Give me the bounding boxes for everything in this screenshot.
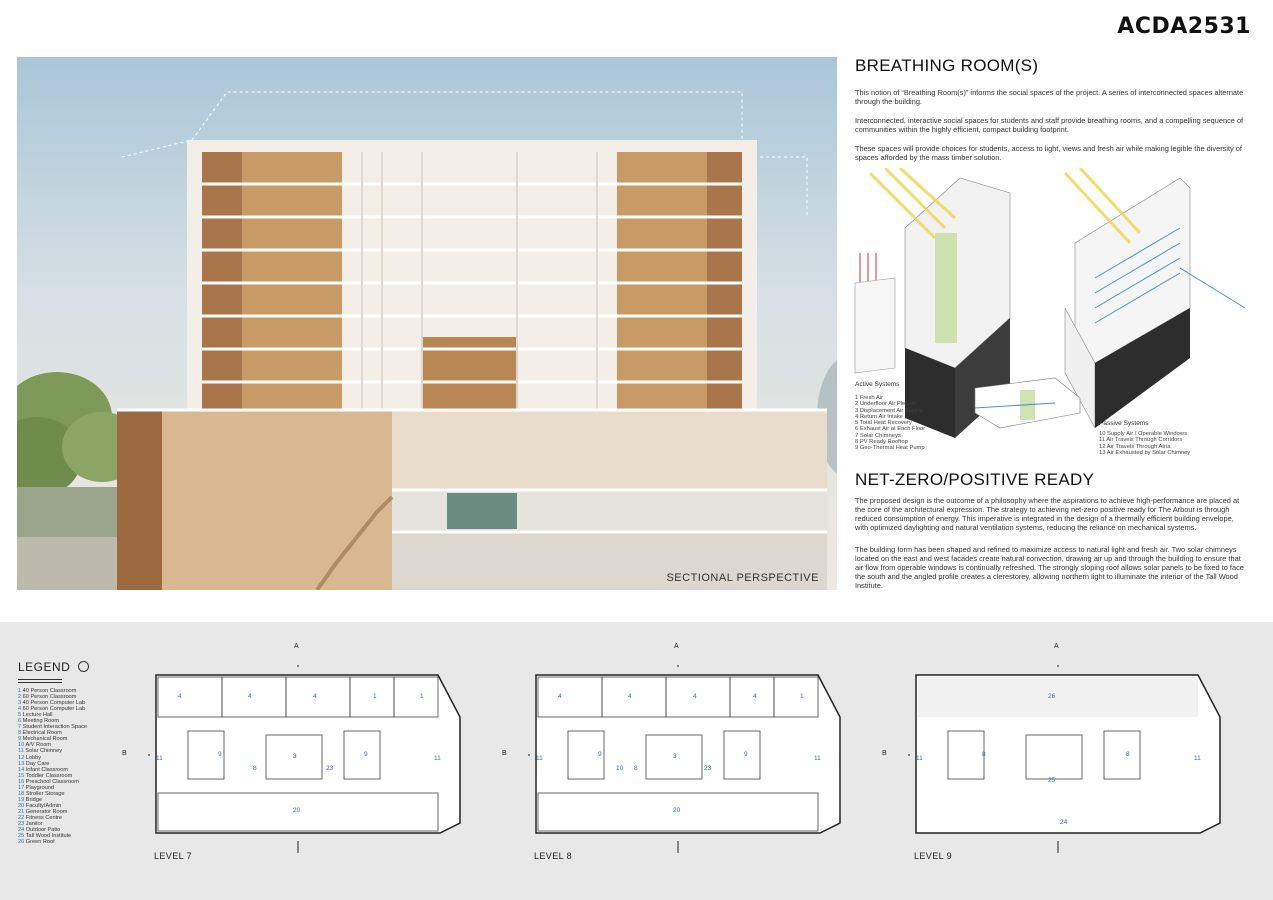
active-system-item: 3 Displacement Air Supply <box>855 407 923 414</box>
legend-item-number: 24 <box>18 827 26 834</box>
room-number: 20 <box>293 807 301 814</box>
legend-item-label: 40 Person Computer Lab <box>22 700 86 707</box>
room-number: 4 <box>628 693 632 700</box>
legend-item-label: Mechanical Room <box>22 736 68 743</box>
legend-item-label: Solar Chimney <box>25 748 63 755</box>
passive-systems-list <box>1099 431 1190 456</box>
hero-caption: SECTIONAL PERSPECTIVE <box>666 572 819 584</box>
legend-item <box>18 839 87 845</box>
room-number: 4 <box>248 693 252 700</box>
room-number: 26 <box>1048 693 1056 700</box>
room-number: 24 <box>1060 819 1068 826</box>
legend-item-number: 26 <box>18 839 26 846</box>
room-number: 4 <box>693 693 697 700</box>
netzero-title: NET-ZERO/POSITIVE READY <box>855 470 1095 489</box>
room-number: 4 <box>753 693 757 700</box>
legend-item-number: 21 <box>18 808 26 815</box>
legend-item-label: A/V Room <box>25 742 51 749</box>
room-number: 20 <box>673 807 681 814</box>
legend-item-label: 60 Person Computer Lab <box>22 706 86 713</box>
section-marker-b: B <box>882 750 887 757</box>
active-system-item: 6 Exhaust Air at Each Floor <box>855 426 926 433</box>
active-system-item: 2 Underfloor Air Plenum <box>855 401 917 408</box>
netzero-paragraph-2: The building form has been shaped and refined to maximize access to natural light and fresh air. Two solar chimneys located on the east and west facades create natural convection, drawing air up and through the building to ensure that air flow from operable windows is continually refreshed. The strongly sloping roof allows solar panels to be fixed to face the south and the angled profile creates a clerestorey, allowing northern light to illuminate the interior of the Tall Wood Institute. <box>855 545 1244 590</box>
legend-item-number: 16 <box>18 778 26 785</box>
passive-systems-title: Passive Systems <box>1099 420 1149 427</box>
legend-item-label: Infant Classroom <box>25 766 69 773</box>
legend-item-number: 19 <box>18 796 26 803</box>
floor-plan <box>122 643 468 865</box>
legend-item-label: Preschool Classroom <box>25 778 79 785</box>
active-system-item: 1 Fresh Air <box>855 395 884 401</box>
legend-item-number: 8 <box>18 730 23 737</box>
passive-system-item: 12 Air Travels Through Atria <box>1099 443 1171 450</box>
room-number: 11 <box>1194 755 1201 762</box>
active-system-item: 9 Geo-Thermal Heat Pump <box>855 445 925 452</box>
section-marker-b: B <box>122 750 127 757</box>
legend-item-label: Tall Wood Institute <box>25 833 72 840</box>
legend-item-label: Day Care <box>25 760 50 767</box>
legend-item-label: Lecture Hall <box>22 712 53 719</box>
legend-item-number: 3 <box>18 700 23 707</box>
legend-item-label: Playground <box>25 784 55 791</box>
room-number: 25 <box>1048 777 1056 784</box>
breathing-paragraph-2: Interconnected, interactive social spaces for students and staff provide breathing rooms, and a compelling sequence of communities within the highly efficient, compact building footprint. <box>855 116 1244 134</box>
room-number: 11 <box>916 755 923 762</box>
legend-item-label: Lobby <box>25 754 42 761</box>
room-number: 9 <box>744 751 748 758</box>
legend-item-number: 7 <box>18 724 23 731</box>
legend-item-number: 2 <box>18 694 23 701</box>
room-number: 8 <box>982 751 986 758</box>
board-id: ACDA2531 <box>1117 14 1251 39</box>
section-marker-a: A <box>294 643 299 650</box>
room-number: 4 <box>313 693 317 700</box>
active-systems-list <box>855 395 925 452</box>
passive-system-item: 10 Supply Air / Operable Windows <box>1099 431 1187 437</box>
legend-item-number: 23 <box>18 821 26 828</box>
legend-item-label: Generator Room <box>25 808 68 815</box>
room-number: 9 <box>218 751 222 758</box>
legend-item-number: 13 <box>18 760 26 767</box>
legend-item-number: 17 <box>18 784 26 791</box>
breathing-title: BREATHING ROOM(S) <box>855 56 1039 75</box>
section-marker-a: A <box>1054 643 1059 650</box>
room-number: 1 <box>800 693 804 700</box>
legend-title-text: LEGEND <box>18 660 71 674</box>
floor-plan-label: LEVEL 8 <box>534 851 572 861</box>
legend-item-label: 40 Person Classroom <box>22 688 77 694</box>
legend-item-number: 11 <box>18 748 26 755</box>
room-number: 1 <box>420 693 424 700</box>
legend-item-number: 12 <box>18 754 26 761</box>
floor-plan-label: LEVEL 7 <box>154 851 192 861</box>
room-number: 8 <box>1126 751 1130 758</box>
legend-item-number: 15 <box>18 772 26 779</box>
netzero-paragraph-1: The proposed design is the outcome of a philosophy where the aspirations to achieve high-performance are placed at the core of the architectural expression. The strategy to achieving net-zero positive ready for The Arbour is through reduced consumption of energy. This imperative is integrated in the design of a thermally efficient building envelope, with optimized daylighting and natural ventilation systems, reducing the reliance on mechanical systems. <box>855 496 1240 532</box>
breathing-paragraph-1: This notion of “Breathing Room(s)” informs the social spaces of the project. A series of interconnected spaces alternate through the building. <box>855 88 1244 106</box>
legend-item-label: Toddler Classroom <box>25 772 73 779</box>
room-number: 11 <box>156 755 163 762</box>
room-number: 11 <box>434 755 441 762</box>
room-number: 8 <box>253 765 257 772</box>
legend-item-number: 4 <box>18 706 23 713</box>
legend-item-label: Meeting Room <box>22 718 60 725</box>
room-number: 23 <box>704 765 712 772</box>
floor-plan <box>882 643 1228 865</box>
room-number: 9 <box>598 751 602 758</box>
legend-item-number: 22 <box>18 814 26 821</box>
legend-item-label: Janitor <box>25 821 43 828</box>
sectional-perspective-image <box>17 57 837 590</box>
room-number: 9 <box>364 751 368 758</box>
legend-item-number: 18 <box>18 790 26 797</box>
floor-plan <box>502 643 848 865</box>
legend-item-label: Student Interaction Space <box>22 724 88 731</box>
legend-item-number: 10 <box>18 742 26 749</box>
room-number: 11 <box>536 755 543 762</box>
legend-title <box>18 660 89 674</box>
legend-item-number: 1 <box>18 688 23 694</box>
legend-item-label: Fitness Centre <box>25 814 63 821</box>
legend-item-label: Green Roof <box>25 839 55 846</box>
legend-item-label: Outdoor Patio <box>25 827 61 834</box>
room-number: 23 <box>326 765 334 772</box>
legend-item-number: 25 <box>18 833 26 840</box>
legend-item-label: Stroller Storage <box>25 790 65 797</box>
room-number: 10 <box>616 765 624 772</box>
legend-item-label: Electrical Room <box>22 730 62 737</box>
passive-system-item: 11 Air Travels Through Corridors <box>1099 437 1183 444</box>
section-marker-b: B <box>502 750 507 757</box>
legend-item-label: Faculty/Admin <box>25 802 62 809</box>
active-system-item: 5 Total Heat Recovery <box>855 420 912 427</box>
legend-item-number: 9 <box>18 736 23 743</box>
room-number: 3 <box>673 753 677 760</box>
scale-bar <box>18 679 62 683</box>
room-number: 11 <box>814 755 821 762</box>
floor-plan-label: LEVEL 9 <box>914 851 952 861</box>
breathing-paragraph-3: These spaces will provide choices for students, access to light, views and fresh air while making legible the diversity of spaces afforded by the mass timber solution. <box>855 144 1242 162</box>
active-system-item: 8 PV Ready Rooftop <box>855 439 908 446</box>
legend-item-label: 60 Person Classroom <box>22 694 77 701</box>
active-system-item: 7 Solar Chimneys <box>855 432 901 439</box>
room-number: 1 <box>373 693 377 700</box>
passive-system-item: 13 Air Exhausted by Solar Chimney <box>1099 449 1191 456</box>
section-marker-a: A <box>674 643 679 650</box>
legend-item-number: 5 <box>18 712 23 719</box>
north-arrow-icon <box>78 661 89 672</box>
legend-list <box>18 688 87 845</box>
room-number: 4 <box>178 693 182 700</box>
floor-plan-drawing <box>908 665 1228 865</box>
legend-item-number: 20 <box>18 802 26 809</box>
room-number: 8 <box>634 765 638 772</box>
room-number: 3 <box>293 753 297 760</box>
room-number: 4 <box>558 693 562 700</box>
active-system-item: 4 Return Air Intake <box>855 413 904 420</box>
legend-item-number: 6 <box>18 718 23 725</box>
section-rendering <box>17 57 837 590</box>
legend-item-label: Bridge <box>25 796 42 803</box>
active-systems-title: Active Systems <box>855 381 900 388</box>
legend-item-number: 14 <box>18 766 26 773</box>
